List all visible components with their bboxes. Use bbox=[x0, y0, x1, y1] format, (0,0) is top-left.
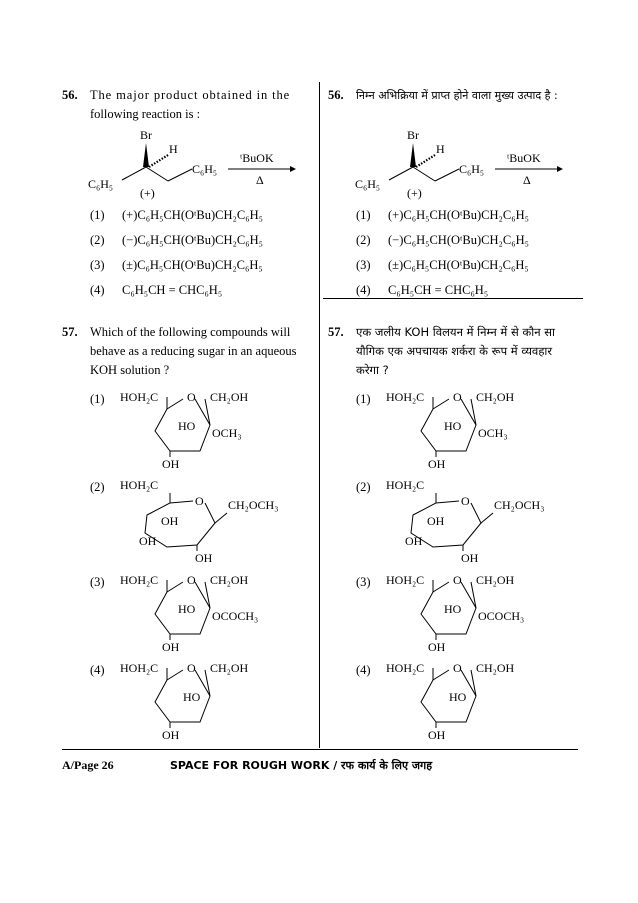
option-number: (1) bbox=[356, 208, 371, 222]
bond bbox=[433, 399, 449, 409]
oh-label: OH bbox=[139, 534, 157, 548]
substituent-label: OCH₃ bbox=[478, 426, 508, 440]
option-1 bbox=[90, 208, 263, 223]
furanoside-och3 bbox=[381, 385, 561, 473]
question-text-57-hi bbox=[356, 323, 592, 380]
text-line: KOH solution ? bbox=[90, 363, 170, 377]
ch2oh-label: CH₂OH bbox=[476, 573, 515, 587]
question-text-56-en bbox=[90, 86, 318, 124]
hash-bond bbox=[416, 155, 435, 167]
reaction-scheme-en bbox=[80, 125, 310, 200]
question-text-56-hi bbox=[356, 86, 592, 105]
rotation-label: (+) bbox=[140, 186, 155, 200]
oh-label: OH bbox=[161, 514, 179, 528]
oh-label: OH bbox=[162, 728, 180, 742]
hash-bond bbox=[149, 155, 168, 167]
ring-oxygen-label: O bbox=[453, 390, 462, 404]
substituent-label: OCOCH₃ bbox=[212, 609, 259, 623]
furanoside-ococh3 bbox=[381, 568, 561, 656]
text-line: The major product obtained in the bbox=[90, 88, 291, 102]
bond bbox=[215, 513, 227, 523]
ch2oh-label: CH₂OH bbox=[210, 390, 249, 404]
ring-oxygen-label: O bbox=[453, 573, 462, 587]
option-3 bbox=[356, 258, 529, 273]
ring-oxygen-label: O bbox=[461, 494, 470, 508]
ch2oh-label: CH₂OH bbox=[476, 390, 515, 404]
question-number-57-en: 57. bbox=[62, 325, 78, 339]
oh-label: OH bbox=[461, 551, 479, 565]
option-2 bbox=[90, 233, 263, 248]
ho-label: HO bbox=[444, 419, 462, 433]
ho-label: HO bbox=[183, 690, 201, 704]
hoh2c-label: HOH₂C bbox=[386, 573, 425, 587]
bond bbox=[436, 501, 459, 503]
option-number: (2) bbox=[90, 480, 105, 494]
text-line: यौगिक एक अपचायक शर्करा के रूप में व्यवहार bbox=[356, 344, 553, 358]
bond bbox=[170, 501, 193, 503]
h-label: H bbox=[436, 142, 445, 156]
ho-label: HO bbox=[178, 419, 196, 433]
option-number: (3) bbox=[90, 575, 105, 589]
hoh2c-label: HOH₂C bbox=[386, 661, 425, 675]
hoh2c-label: HOH₂C bbox=[386, 478, 425, 492]
option-number: (1) bbox=[356, 392, 371, 406]
option-number: (4) bbox=[90, 283, 105, 297]
phenyl-left-label: C₆H₅ bbox=[355, 177, 381, 191]
question-number-57-hi: 57. bbox=[328, 325, 344, 339]
option-2 bbox=[356, 233, 529, 248]
footer-rule bbox=[62, 749, 578, 750]
question-number-56-en: 56. bbox=[62, 88, 78, 102]
option-text: (−)C₆H₅CH(OᵗBu)CH₂C₆H₅ bbox=[122, 233, 263, 247]
phenyl-right-label: C₆H₅ bbox=[192, 162, 218, 176]
bond bbox=[433, 582, 449, 592]
substituent-label: CH₂OCH₃ bbox=[228, 498, 279, 512]
arrow-head bbox=[290, 166, 296, 172]
phenyl-left-label: C₆H₅ bbox=[88, 177, 114, 191]
option-number: (3) bbox=[356, 258, 371, 272]
hoh2c-label: HOH₂C bbox=[120, 390, 159, 404]
option-number: (1) bbox=[90, 392, 105, 406]
rough-work-label: SPACE FOR ROUGH WORK / रफ कार्य के लिए जगह bbox=[170, 759, 433, 772]
page-number: A/Page 26 bbox=[62, 758, 114, 772]
option-number: (2) bbox=[90, 233, 105, 247]
column-divider bbox=[319, 82, 320, 748]
option-4 bbox=[356, 283, 488, 298]
substituent-label: CH₂OCH₃ bbox=[494, 498, 545, 512]
reaction-scheme-hi bbox=[347, 125, 577, 200]
bond bbox=[168, 169, 192, 181]
option-number: (4) bbox=[356, 663, 371, 677]
wedge-bond bbox=[143, 143, 149, 167]
ch2oh-label: CH₂OH bbox=[476, 661, 515, 675]
h-label: H bbox=[169, 142, 178, 156]
option-text: (+)C₆H₅CH(OᵗBu)CH₂C₆H₅ bbox=[388, 208, 529, 222]
question-separator bbox=[323, 298, 583, 299]
text-line: Which of the following compounds will bbox=[90, 325, 291, 339]
oh-label: OH bbox=[428, 457, 446, 471]
heat-label: Δ bbox=[256, 173, 264, 187]
hoh2c-label: HOH₂C bbox=[120, 573, 159, 587]
option-4 bbox=[90, 283, 222, 298]
option-text: (+)C₆H₅CH(OᵗBu)CH₂C₆H₅ bbox=[122, 208, 263, 222]
substituent-label: OCH₃ bbox=[212, 426, 242, 440]
ring-oxygen-label: O bbox=[195, 494, 204, 508]
furanoside-ococh3 bbox=[115, 568, 295, 656]
rotation-label: (+) bbox=[407, 186, 422, 200]
bond bbox=[389, 167, 413, 180]
bond bbox=[481, 513, 493, 523]
ho-label: HO bbox=[449, 690, 467, 704]
ch2oh-label: CH₂OH bbox=[210, 661, 249, 675]
oh-label: OH bbox=[162, 457, 180, 471]
heat-label: Δ bbox=[523, 173, 531, 187]
option-number: (4) bbox=[90, 663, 105, 677]
hoh2c-label: HOH₂C bbox=[120, 478, 159, 492]
ho-label: HO bbox=[444, 602, 462, 616]
option-number: (3) bbox=[356, 575, 371, 589]
option-text: (±)C₆H₅CH(OᵗBu)CH₂C₆H₅ bbox=[388, 258, 529, 272]
bond bbox=[413, 167, 435, 181]
hoh2c-label: HOH₂C bbox=[386, 390, 425, 404]
pyranose-ch2och3 bbox=[381, 473, 581, 565]
option-number: (2) bbox=[356, 233, 371, 247]
furanoside-och3 bbox=[115, 385, 295, 473]
phenyl-right-label: C₆H₅ bbox=[459, 162, 485, 176]
option-text: (±)C₆H₅CH(OᵗBu)CH₂C₆H₅ bbox=[122, 258, 263, 272]
oh-label: OH bbox=[162, 640, 180, 654]
bond bbox=[146, 167, 168, 181]
option-text: C₆H₅CH = CHC₆H₅ bbox=[388, 283, 489, 297]
bond bbox=[122, 167, 146, 180]
oh-label: OH bbox=[427, 514, 445, 528]
option-text: (−)C₆H₅CH(OᵗBu)CH₂C₆H₅ bbox=[388, 233, 529, 247]
bond bbox=[435, 169, 459, 181]
reagent-label: ᵗBuOK bbox=[240, 151, 274, 165]
text-line: करेगा ? bbox=[356, 363, 389, 377]
text-line: निम्न अभिक्रिया में प्राप्त होने वाला मुख्य उत्पाद है : bbox=[356, 89, 558, 102]
ring-oxygen-label: O bbox=[187, 661, 196, 675]
text-line: behave as a reducing sugar in an aqueous bbox=[90, 344, 297, 358]
arrow-head bbox=[557, 166, 563, 172]
option-1 bbox=[356, 208, 529, 223]
reagent-label: ᵗBuOK bbox=[507, 151, 541, 165]
text-line: एक जलीय KOH विलयन में निम्न में से कौन सा bbox=[356, 325, 555, 339]
wedge-bond bbox=[410, 143, 416, 167]
furanose-free bbox=[381, 656, 561, 744]
option-number: (1) bbox=[90, 208, 105, 222]
pyranose-ch2och3 bbox=[115, 473, 315, 565]
br-label: Br bbox=[407, 128, 419, 142]
ring-oxygen-label: O bbox=[453, 661, 462, 675]
bond bbox=[167, 399, 183, 409]
question-text-57-en bbox=[90, 323, 318, 380]
substituent-label: OCOCH₃ bbox=[478, 609, 525, 623]
oh-label: OH bbox=[428, 728, 446, 742]
option-number: (4) bbox=[356, 283, 371, 297]
ring-oxygen-label: O bbox=[187, 573, 196, 587]
option-number: (3) bbox=[90, 258, 105, 272]
bond bbox=[433, 670, 449, 680]
oh-label: OH bbox=[405, 534, 423, 548]
ch2oh-label: CH₂OH bbox=[210, 573, 249, 587]
hoh2c-label: HOH₂C bbox=[120, 661, 159, 675]
bond bbox=[167, 670, 183, 680]
furanose-free bbox=[115, 656, 295, 744]
bond bbox=[167, 582, 183, 592]
ring-oxygen-label: O bbox=[187, 390, 196, 404]
option-text: C₆H₅CH = CHC₆H₅ bbox=[122, 283, 223, 297]
oh-label: OH bbox=[428, 640, 446, 654]
option-3 bbox=[90, 258, 263, 273]
br-label: Br bbox=[140, 128, 152, 142]
question-number-56-hi: 56. bbox=[328, 88, 344, 102]
text-line: following reaction is : bbox=[90, 107, 201, 121]
ho-label: HO bbox=[178, 602, 196, 616]
option-number: (2) bbox=[356, 480, 371, 494]
oh-label: OH bbox=[195, 551, 213, 565]
